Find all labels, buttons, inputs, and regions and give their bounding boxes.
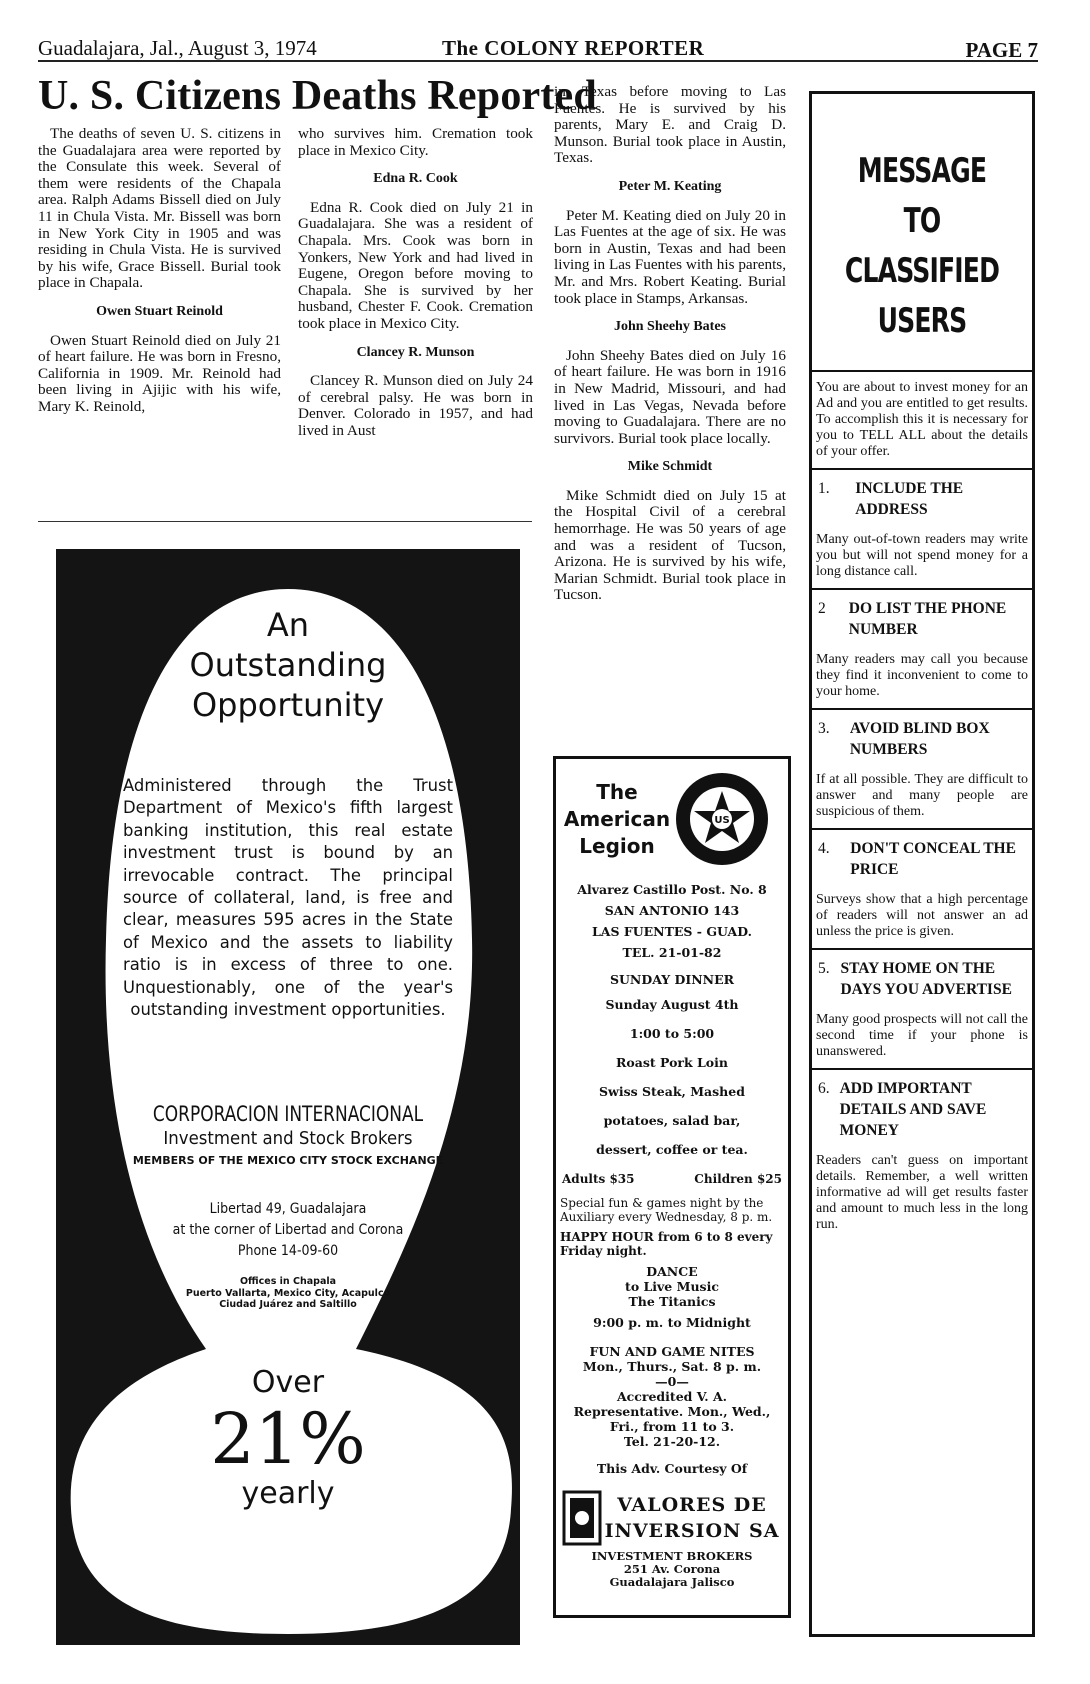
classified-items [812, 468, 1032, 1233]
ad-phone: Phone 14-09-60 [237, 1243, 339, 1260]
classified-tip-text: If at all possible. They are difficult to answer and many people are suspicious of them. [816, 772, 1028, 819]
classified-tip-number: 3. [818, 720, 830, 737]
obit-munson: Clancey R. Munson died on July 24 of cerebral palsy. He was born in Denver. Colorado in 1957, and had lived in Aust [298, 372, 533, 439]
classified-tip-text: Many readers may call you because they find it inconvenient to come to your home. [816, 652, 1028, 699]
legion-date: Sunday August 4th [605, 997, 739, 1012]
ad-members: MEMBERS OF THE MEXICO CITY STOCK EXCHANGE [132, 1154, 444, 1168]
classified-tip-text: Surveys show that a high percentage of readers will not answer an ad unless the price is given. [816, 892, 1028, 939]
obit-cook: Edna R. Cook died on July 21 in Guadalajara. She was a resident of Chapala. Mrs. Cook was born in Yonkers, New York and had lived in Eugene, Oregon before moving to Chapala. She is survived by her husband, Chester F. Cook. Cremation took place in Mexico City. [298, 198, 533, 332]
page-number: PAGE 7 [965, 38, 1038, 62]
legion-dinner: SUNDAY DINNER [610, 972, 734, 987]
obit-heading-bates: John Sheehy Bates [613, 319, 727, 335]
ad-corp-name: CORPORACION INTERNACIONAL [152, 1102, 424, 1127]
legion-courtesy: This Adv. Courtesy Of [596, 1461, 748, 1476]
classified-tip [812, 478, 1032, 520]
classified-tip-title: DO LIST THE PHONE NUMBER [848, 600, 1007, 638]
classified-intro: You are about to invest money for an Ad and you are entitled to get results. To accomplish this it is necessary for you to TELL ALL about the details of your offer. [816, 380, 1028, 459]
ad-body: Administered through the Trust Department of Mexico's fifth largest banking institution, this real estate investment trust is bound by an irrevocable contract. The principal source of collateral, land, is free and clear, measures 595 acres in the State of Mexico and the assets to liability ratio is in excess of three to one. Unquestionably, one of the year's outstanding investment opportunities. [123, 776, 453, 1020]
obit-heading-munson: Clancey R. Munson [356, 344, 475, 360]
classified-tip-title: INCLUDE THE ADDRESS [855, 480, 964, 518]
legion-divider: —0— [655, 1374, 689, 1389]
legion-dance-2: to Live Music [625, 1279, 719, 1294]
valores-name-2: INVERSION SA [604, 1520, 780, 1542]
classified-tip [812, 718, 1032, 760]
legion-accredited-3: Fri., from 11 to 3. [609, 1419, 735, 1434]
classified-tip-text: Many good prospects will not call the second time if your phone is unanswered. [816, 1012, 1028, 1059]
ad-corp-subtitle: Investment and Stock Brokers [163, 1128, 413, 1150]
obit-munson-cont: in, Texas before moving to Las Fuentes. He is survived by his parents, Mary E. and Craig D. Munson. Burial took place in Austin, Texas. [554, 83, 786, 167]
classified-heading-1: MESSAGE [857, 151, 987, 191]
ad-title-3: Opportunity [191, 686, 385, 724]
legion-dance-3: The Titanics [628, 1294, 716, 1309]
classified-tip [812, 1078, 1032, 1141]
ad-offices-2: Puerto Vallarta, Mexico City, Acapulco [185, 1287, 391, 1299]
legion-adults-price: Adults $35 [562, 1172, 635, 1186]
classified-tip-title: ADD IMPORTANT DETAILS AND SAVE MONEY [839, 1080, 987, 1139]
headline: U. S. Citizens Deaths Reported [38, 73, 597, 119]
legion-menu-1: Roast Pork Loin [616, 1055, 728, 1070]
ad-offices-3: Ciudad Juárez and Saltillo [219, 1299, 357, 1311]
legion-accredited-1: Accredited V. A. [616, 1389, 728, 1404]
legion-fun-1: FUN AND GAME NITES [589, 1344, 755, 1359]
legion-street: SAN ANTONIO 143 [604, 903, 740, 918]
article-intro: The deaths of seven U. S. citizens in the Guadalajara area were reported by the Consulate this week. Several of them were residents of the Chapala area. Ralph Adams Bissell died on July 11 in Chula Vista. Mr. Bissell was born in New York City in 1905 and was residing in Chula Vista. He is survived by his wife, Grace Bissell. Burial took place in Chapala. [38, 125, 281, 292]
classified-tip-number: 6. [818, 1080, 830, 1097]
ad-address-1: Libertad 49, Guadalajara [209, 1201, 367, 1218]
classified-divider [812, 468, 1032, 470]
obit-bates: John Sheehy Bates died on July 16 of heart failure. He was born in 1916 in New Madrid, Missouri, and had lived in Las Vegas, Nevada before moving to Guadalajara. There are no survivors. Burial took place locally. [554, 346, 786, 447]
legion-fun-2: Mon., Thurs., Sat. 8 p. m. [582, 1359, 762, 1374]
obit-keating: Peter M. Keating died on July 20 in Las Fuentes at the age of six. He was born in Austin, Texas and had been living in Las Fuentes with his parents, Mr. and Mrs. Robert Keating. Burial took place in Stamps, Arkansas. [554, 206, 786, 307]
legion-time: 1:00 to 5:00 [629, 1026, 715, 1041]
classified-message-box [809, 91, 1035, 1637]
svg-text:US: US [714, 815, 730, 826]
legion-title-3: Legion [579, 833, 655, 858]
ad-offices-1: Offices in Chapala [239, 1276, 337, 1288]
place-date: Guadalajara, Jal., August 3, 1974 [38, 36, 317, 60]
ad-title-2: Outstanding [189, 646, 387, 684]
column-rule [38, 521, 532, 522]
classified-tip-number: 1. [818, 480, 830, 497]
legion-emblem-icon [672, 769, 772, 869]
legion-menu-3: potatoes, salad bar, [603, 1113, 741, 1128]
legion-dance-time: 9:00 p. m. to Midnight [593, 1315, 751, 1330]
classified-divider [812, 1068, 1032, 1070]
classified-tip [812, 598, 1032, 640]
obit-heading-keating: Peter M. Keating [618, 178, 722, 194]
article-column-1 [38, 126, 281, 426]
obit-heading-schmidt: Mike Schmidt [627, 459, 713, 475]
classified-heading-3: CLASSIFIED [844, 251, 1000, 291]
legion-title-1: The [596, 779, 638, 804]
obit-heading-cook: Edna R. Cook [373, 171, 458, 187]
valores-city: Guadalajara Jalisco [609, 1575, 735, 1589]
investment-ad-text [56, 549, 520, 1509]
classified-heading-4: USERS [877, 301, 967, 341]
classified-divider [812, 828, 1032, 830]
classified-divider [812, 588, 1032, 590]
classified-tip-text: Readers can't guess on important details. Remember, a well written informative ad will get results faster and amount to much less in the long run. [816, 1153, 1028, 1232]
legion-menu-4: dessert, coffee or tea. [596, 1142, 748, 1157]
article-column-2 [298, 126, 533, 450]
legion-dance-1: DANCE [646, 1264, 698, 1279]
classified-heading-2: TO [903, 201, 941, 241]
classified-tip-number: 4. [818, 840, 830, 857]
legion-post: Alvarez Castillo Post. No. 8 [577, 882, 767, 897]
valores-logo-icon [562, 1490, 602, 1546]
legion-children-price: Children $25 [694, 1172, 782, 1186]
valores-brokers: INVESTMENT BROKERS [591, 1549, 753, 1563]
legion-special: Special fun & games night by the Auxiliary every Wednesday, 8 p. m. [560, 1196, 773, 1224]
legion-tel: TEL. 21-01-82 [622, 945, 722, 960]
classified-divider [812, 370, 1032, 372]
legion-accredited-2: Representative. Mon., Wed., [573, 1404, 771, 1419]
masthead [38, 30, 1038, 62]
ad-over: Over [251, 1364, 325, 1400]
ad-yearly: yearly [241, 1475, 335, 1511]
classified-tip-title: DON'T CONCEAL THE PRICE [850, 840, 1016, 878]
obit-heading-reinold: Owen Stuart Reinold [96, 303, 223, 319]
obit-schmidt: Mike Schmidt died on July 15 at the Hospital Civil of a cerebral hemorrhage. He was 50 years of age and was a resident of Tucson, Arizona. He is survived by his wife, Marian Schmidt. Burial took place in Tucson. [554, 486, 786, 604]
obit-reinold-cont: who survives him. Cremation took place in Mexico City. [298, 125, 533, 159]
legion-menu-2: Swiss Steak, Mashed [599, 1084, 745, 1099]
classified-divider [812, 948, 1032, 950]
legion-title-2: American [563, 806, 671, 831]
classified-tip-title: AVOID BLIND BOX NUMBERS [849, 720, 990, 758]
legion-city: LAS FUENTES - GUAD. [592, 924, 752, 939]
classified-tip [812, 838, 1032, 880]
paper-name: The COLONY REPORTER [442, 36, 705, 60]
ad-percent: 21% [210, 1397, 366, 1480]
classified-divider [812, 708, 1032, 710]
classified-tip-number: 5. [818, 960, 830, 977]
legion-happy-hour: HAPPY HOUR from 6 to 8 every Friday night. [560, 1230, 773, 1258]
classified-tip-title: STAY HOME ON THE DAYS YOU ADVERTISE [840, 960, 1012, 998]
american-legion-ad [553, 756, 791, 1618]
classified-tip [812, 958, 1032, 1000]
article-column-3 [554, 84, 786, 614]
classified-tip-number: 2 [818, 600, 826, 617]
valores-name-1: VALORES DE [617, 1494, 767, 1516]
ad-address-2: at the corner of Libertad and Corona [172, 1222, 404, 1239]
valores-address: 251 Av. Corona [623, 1562, 721, 1576]
classified-tip-text: Many out-of-town readers may write you but will not spend money for a long distance call. [816, 532, 1028, 579]
legion-accredited-4: Tel. 21-20-12. [623, 1434, 721, 1449]
ad-title-1: An [266, 606, 310, 644]
obit-reinold: Owen Stuart Reinold died on July 21 of heart failure. He was born in Fresno, California in 1909. Mr. Reinold had been living in Ajijic with his wife, Mary K. Reinold, [38, 331, 281, 415]
